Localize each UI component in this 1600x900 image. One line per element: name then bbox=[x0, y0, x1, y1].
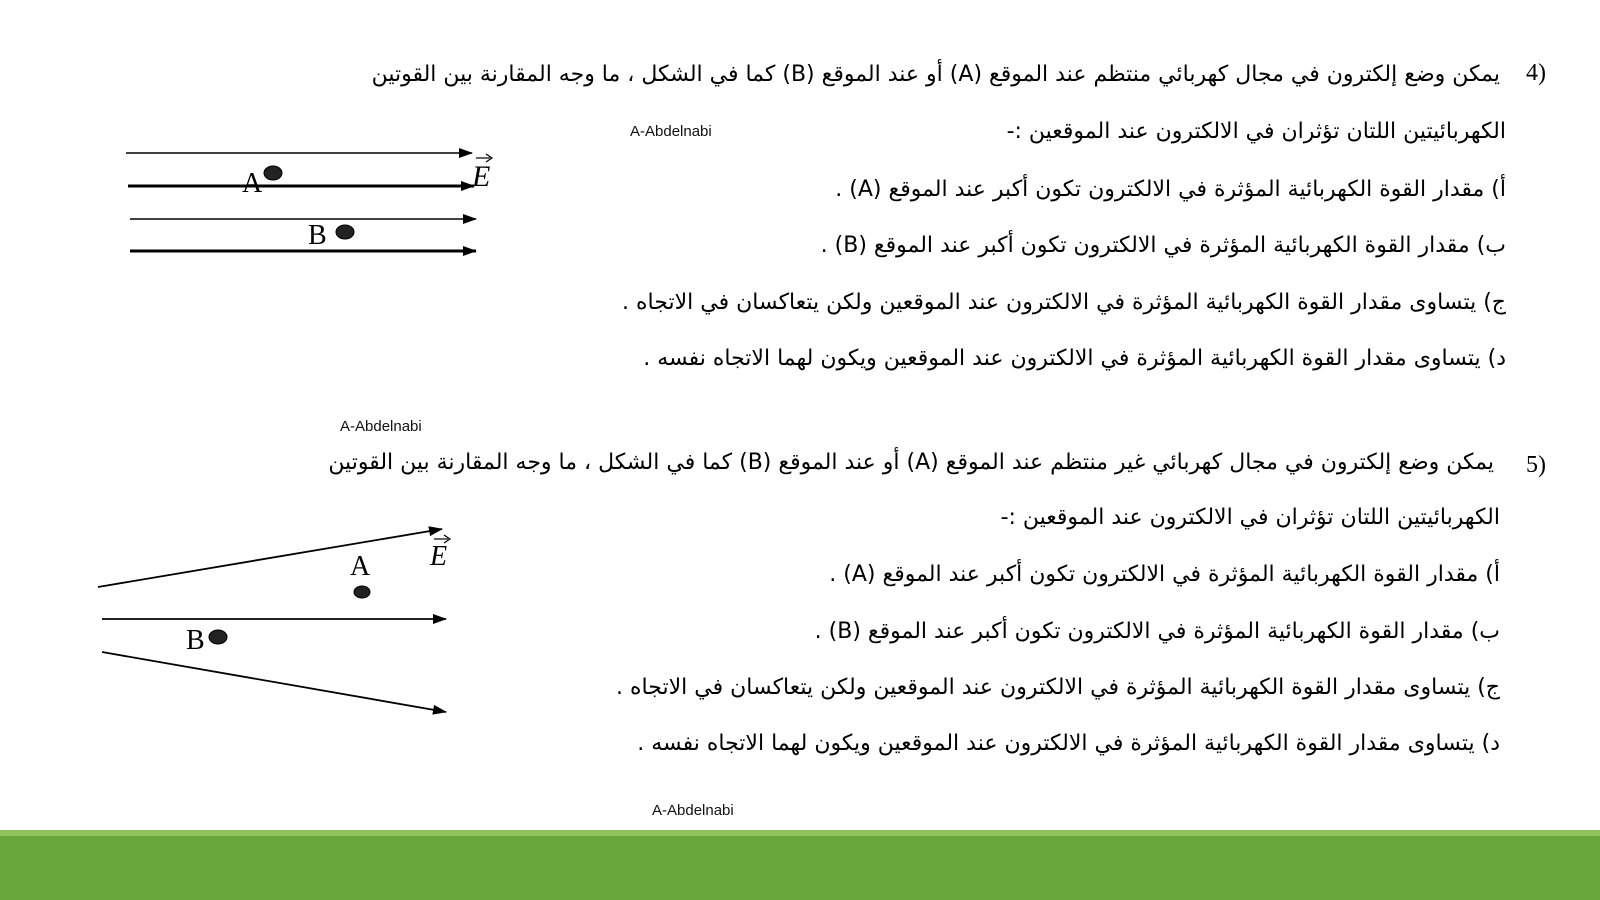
question-5-stem-line2: الكهربائيتين اللتان تؤثران في الالكترون عند الموقعين :- bbox=[1000, 505, 1500, 530]
field-line-top bbox=[98, 529, 442, 587]
watermark-bottom: A-Abdelnabi bbox=[652, 802, 734, 819]
label-e: E bbox=[472, 160, 491, 193]
question-5-option-d: د) يتساوى مقدار القوة الكهربائية المؤثرة في الالكترون عند الموقعين ويكون لهما الاتجاه نفسه . bbox=[637, 731, 1500, 756]
label-b: B bbox=[186, 625, 205, 656]
label-a: A bbox=[242, 168, 263, 199]
uniform-field-figure bbox=[110, 140, 510, 275]
question-4-option-c: ج) يتساوى مقدار القوة الكهربائية المؤثرة في الالكترون عند الموقعين ولكن يتعاكسان في الاتجاه . bbox=[622, 290, 1506, 315]
footer-band bbox=[0, 836, 1600, 900]
electron-a-dot bbox=[264, 166, 282, 180]
question-4-stem-line1: يمكن وضع إلكترون في مجال كهربائي منتظم عند الموقع (A) أو عند الموقع (B) كما في الشكل ، ما وجه المقارنة بين القوتين bbox=[371, 62, 1500, 87]
question-5-number: 5) bbox=[1526, 452, 1546, 478]
question-4-number: 4) bbox=[1526, 60, 1546, 86]
question-5-option-a: أ) مقدار القوة الكهربائية المؤثرة في الالكترون تكون أكبر عند الموقع (A) . bbox=[829, 562, 1500, 587]
question-4-option-a: أ) مقدار القوة الكهربائية المؤثرة في الالكترون تكون أكبر عند الموقع (A) . bbox=[835, 177, 1506, 202]
question-4-stem-line2: الكهربائيتين اللتان تؤثران في الالكترون عند الموقعين :- bbox=[1006, 119, 1506, 144]
electron-a-dot bbox=[354, 586, 370, 598]
question-5-option-b: ب) مقدار القوة الكهربائية المؤثرة في الالكترون تكون أكبر عند الموقع (B) . bbox=[814, 619, 1500, 644]
label-e: E bbox=[430, 541, 448, 572]
field-line-bottom bbox=[102, 652, 446, 712]
electron-b-dot bbox=[336, 225, 354, 239]
question-5-stem-line1: يمكن وضع إلكترون في مجال كهربائي غير منتظم عند الموقع (A) أو عند الموقع (B) كما في الشكل ، ما وجه المقارنة بين القوتين bbox=[328, 450, 1494, 475]
label-b: B bbox=[308, 220, 327, 251]
watermark-top: A-Abdelnabi bbox=[630, 123, 712, 140]
question-5-option-c: ج) يتساوى مقدار القوة الكهربائية المؤثرة في الالكترون عند الموقعين ولكن يتعاكسان في الاتجاه . bbox=[616, 675, 1500, 700]
watermark-middle: A-Abdelnabi bbox=[340, 418, 422, 435]
question-4-option-b: ب) مقدار القوة الكهربائية المؤثرة في الالكترون تكون أكبر عند الموقع (B) . bbox=[820, 233, 1506, 258]
question-4-option-d: د) يتساوى مقدار القوة الكهربائية المؤثرة في الالكترون عند الموقعين ويكون لهما الاتجاه نفسه . bbox=[643, 346, 1506, 371]
electron-b-dot bbox=[209, 630, 227, 644]
label-a: A bbox=[350, 551, 371, 582]
nonuniform-field-figure bbox=[90, 515, 470, 725]
